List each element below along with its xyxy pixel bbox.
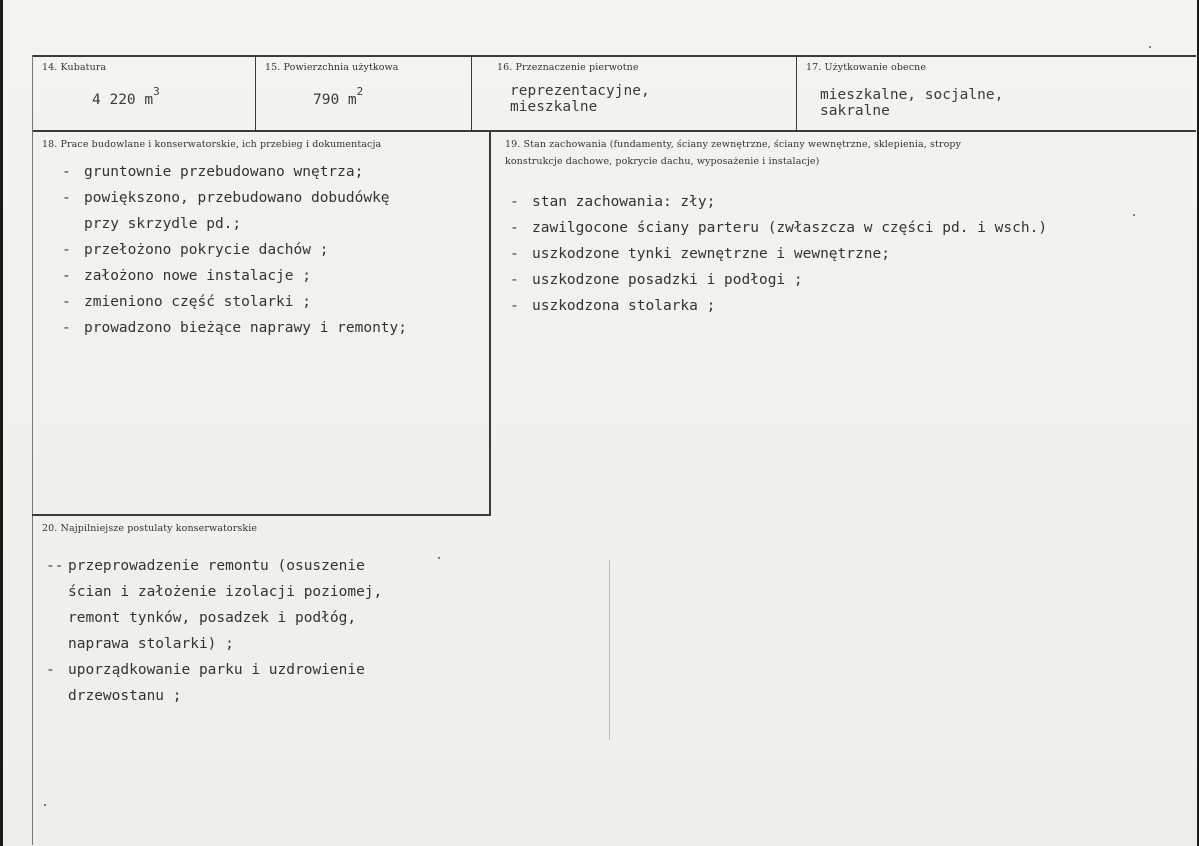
divider-16-17 (796, 55, 797, 132)
scan-speck (438, 557, 440, 559)
list-item: ścian i założenie izolacji poziomej, (68, 584, 383, 600)
field-16-line-2: mieszkalne (510, 99, 598, 115)
left-edge (0, 0, 3, 846)
list-item: drzewostanu ; (68, 688, 182, 704)
divider-14-15 (255, 55, 256, 132)
field-18-list (62, 159, 407, 341)
top-rule (32, 55, 1196, 57)
field-17-label: 17. Użytkowanie obecne (806, 62, 927, 73)
field-14-label: 14. Kubatura (42, 62, 107, 73)
list-item: - zmieniono część stolarki ; (62, 294, 311, 310)
list-item: - przełożono pokrycie dachów ; (62, 242, 329, 258)
list-item: - uporządkowanie parku i uzdrowienie (46, 662, 365, 678)
field-15-label: 15. Powierzchnia użytkowa (265, 62, 399, 73)
field-16-line-1: reprezentacyjne, (510, 83, 650, 99)
list-item: - stan zachowania: zły; (510, 194, 716, 210)
field-16-label: 16. Przeznaczenie pierwotne (497, 62, 639, 73)
list-item: - prowadzono bieżące naprawy i remonty; (62, 320, 408, 336)
scan-speck (44, 804, 46, 806)
divider-18-19 (489, 130, 491, 514)
row1-bottom-rule (32, 130, 1196, 132)
field-18-label: 18. Prace budowlane i konserwatorskie, ich przebieg i dokumentacja (42, 139, 382, 150)
list-item: - powiększono, przebudowano dobudówkę (62, 190, 390, 206)
scan-speck (1133, 214, 1135, 216)
list-item: - gruntownie przebudowano wnętrza; (62, 164, 364, 180)
divider-15-16 (471, 55, 472, 132)
field-20-label: 20. Najpilniejsze postulaty konserwatorskie (42, 523, 258, 534)
field-20-list (46, 553, 382, 709)
left-border (32, 55, 33, 845)
list-item: - uszkodzone tynki zewnętrzne i wewnętrzne; (510, 246, 890, 262)
field-17-line-1: mieszkalne, socjalne, (820, 87, 1004, 103)
list-item: - uszkodzone posadzki i podłogi ; (510, 272, 803, 288)
list-item: naprawa stolarki) ; (68, 636, 234, 652)
field-14-value (92, 85, 160, 108)
list-item: - zawilgocone ściany parteru (zwłaszcza w części pd. i wsch.) (510, 220, 1048, 236)
list-item: - założono nowe instalacje ; (62, 268, 311, 284)
field-15-value (313, 85, 364, 108)
faint-mark (609, 560, 610, 740)
list-item: -- przeprowadzenie remontu (osuszenie (46, 558, 365, 574)
list-item: - uszkodzona stolarka ; (510, 298, 716, 314)
list-item: przy skrzydle pd.; (84, 216, 242, 232)
scan-speck (1149, 46, 1151, 48)
field-19-label-line-1: 19. Stan zachowania (fundamenty, ściany zewnętrzne, ściany wewnętrzne, sklepienia, stropy (505, 139, 962, 150)
field-19-label-line-2: konstrukcje dachowe, pokrycie dachu, wyposażenie i instalacje) (505, 156, 820, 167)
list-item: remont tynków, posadzek i podłóg, (68, 610, 357, 626)
rule-above-20 (32, 514, 491, 516)
cubature-value: 4 220 m (92, 91, 154, 108)
cubature-exponent: 3 (153, 85, 160, 98)
field-17-line-2: sakralne (820, 103, 890, 119)
area-value: 790 m (313, 91, 357, 108)
field-19-list (510, 189, 1047, 319)
area-exponent: 2 (356, 85, 364, 98)
